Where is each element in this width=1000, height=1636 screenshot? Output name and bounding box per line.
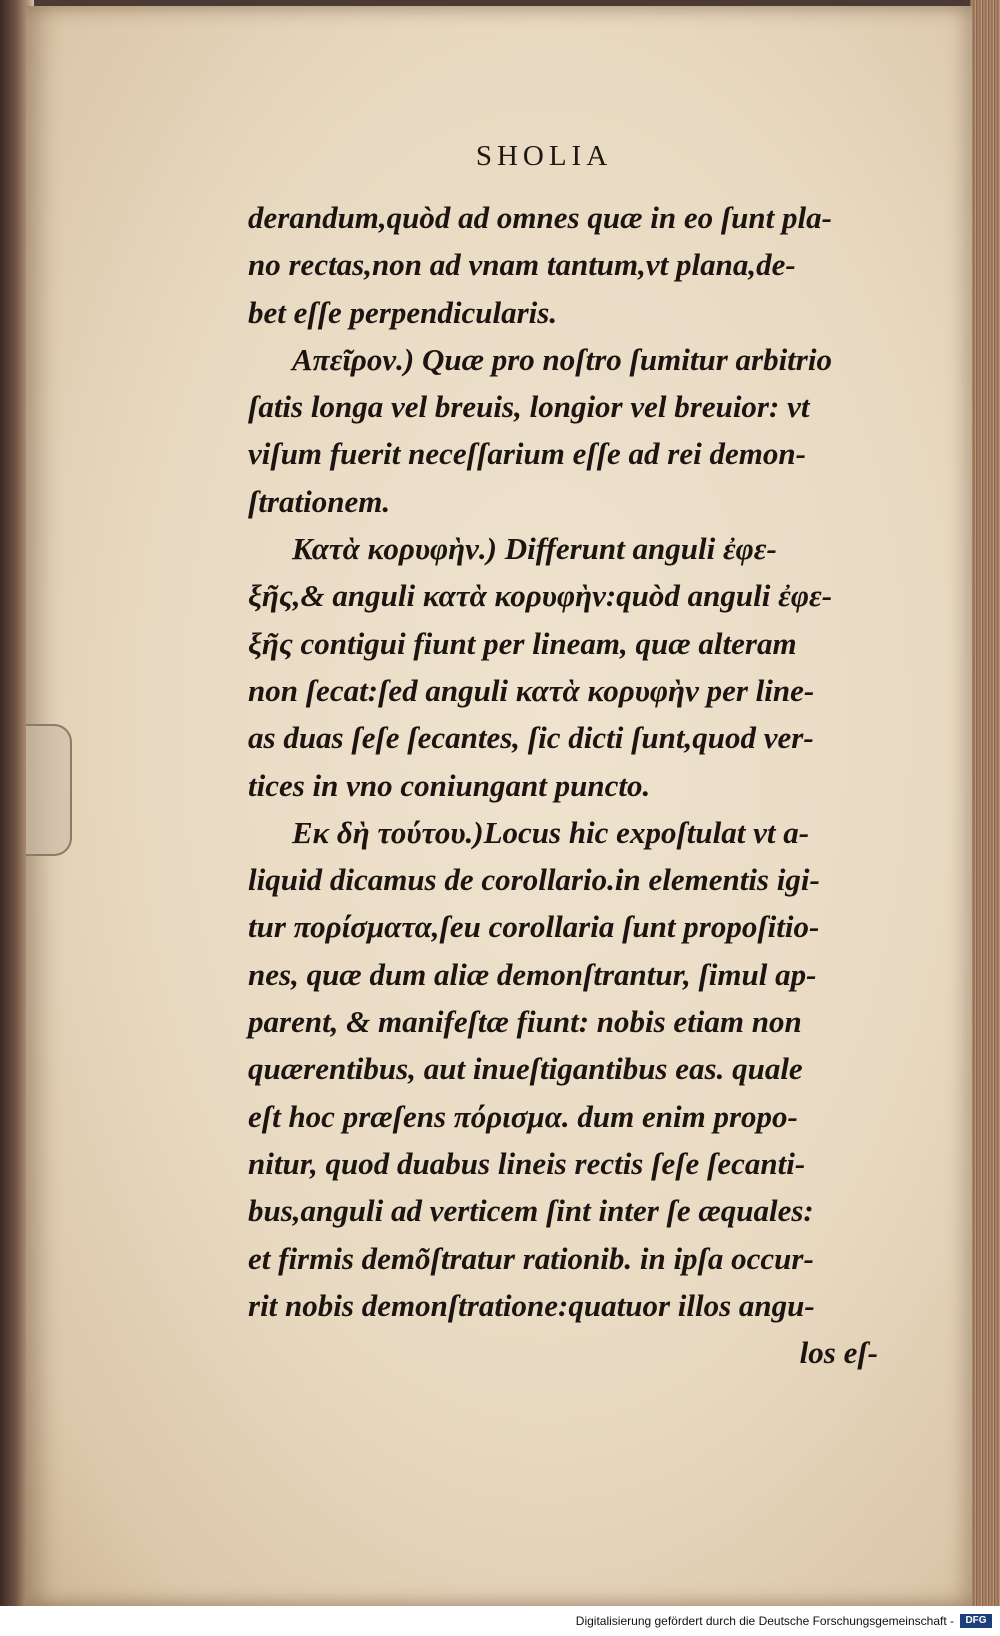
text-line: ξῆς,& anguli κατὰ κορυφὴν:quòd anguli ἐφε- [248,578,833,614]
catchword: los eſ- [799,1335,878,1371]
page-clip [26,724,72,856]
text-line: parent, & manifeſtæ fiunt: nobis etiam non [248,1004,802,1040]
text-line: no rectas,non ad vnam tantum,vt plana,de- [248,247,796,283]
running-head: SHOLIA [475,140,613,172]
text-line: as duas ſeſe ſecantes, ſic dicti ſunt,quod ver- [248,720,814,756]
text-line: bus,anguli ad verticem ſint inter ſe æquales: [248,1193,814,1229]
text-line: viſum fuerit neceſſarium eſſe ad rei demon- [248,436,806,472]
digitization-credit-bar [0,1606,1000,1636]
text-line: ſtrationem. [248,483,391,519]
text-line: Εκ δὴ τούτου.)Locus hic expoſtulat vt a- [292,814,810,850]
text-line: ſatis longa vel breuis, longior vel breuior: vt [248,389,810,425]
book-page [26,6,972,1606]
text-line: liquid dicamus de corollario.in elementis igi- [248,862,820,898]
text-line: eſt hoc præſens πόρισμα. dum enim propo- [248,1098,798,1134]
text-line: tur πορίσματα,ſeu corollaria ſunt propoſitio- [248,909,820,945]
text-line: quærentibus, aut inueſtigantibus eas. quale [248,1051,803,1087]
text-line: nes, quæ dum aliæ demonſtrantur, ſimul ap- [248,956,817,992]
credit-text: Digitalisierung gefördert durch die Deutsche Forschungsgemeinschaft - [575,1614,954,1628]
text-line: Απεῖρον.) Quæ pro noſtro ſumitur arbitrio [292,341,832,377]
text-line: bet eſſe perpendicularis. [248,294,558,330]
dfg-logo: DFG [960,1614,992,1628]
text-line: nitur, quod duabus lineis rectis ſeſe ſecanti- [248,1145,806,1181]
text-line: non ſecat:ſed anguli κατὰ κορυφὴν per line- [248,672,815,708]
text-line: tices in vno coniungant puncto. [248,767,651,803]
page-stack-edge [970,0,1000,1636]
text-line: et firmis demõſtratur rationib. in ipſa occur- [248,1240,814,1276]
text-line: Κατὰ κορυφὴν.) Differunt anguli ἐφε- [292,531,777,567]
page-text [248,194,908,1376]
text-line: derandum,quòd ad omnes quæ in eo ſunt pla- [248,200,832,235]
text-line: ξῆς contigui fiunt per lineam, quæ alteram [248,625,797,661]
text-line: rit nobis demonſtratione:quatuor illos angu- [248,1287,815,1323]
